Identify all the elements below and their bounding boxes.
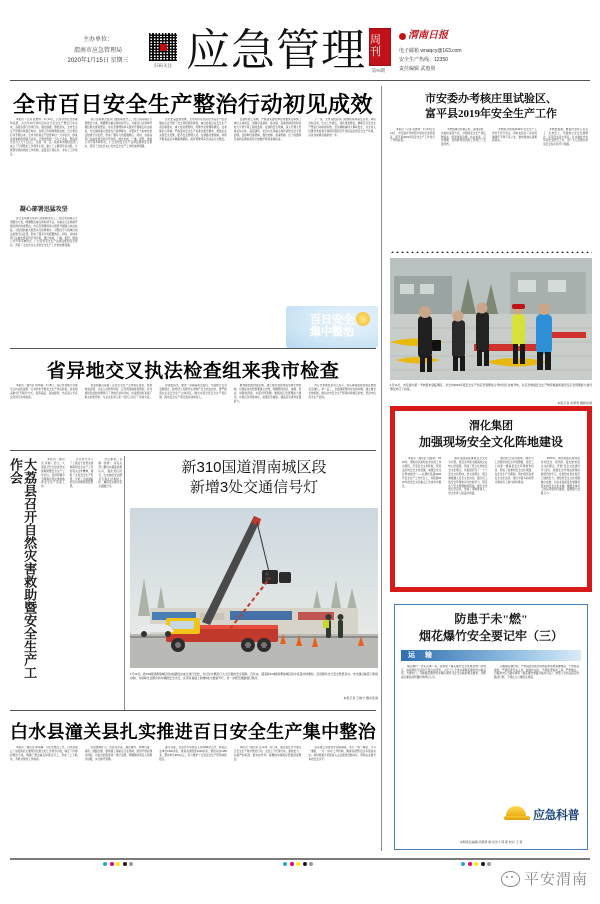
right-top-headline (390, 86, 592, 122)
side-story-divider (124, 456, 125, 710)
inspection-photo (390, 258, 592, 380)
blue-box-section-band (401, 650, 581, 661)
sun-icon (356, 312, 370, 326)
side-story (8, 458, 122, 708)
inspection-photo-illustration (390, 258, 592, 380)
sponsor-label: 主办单位： (82, 37, 113, 44)
bottom-col-1: 本报讯（通讯员 秦军鹏）为扎实整治工作，白水县成立了由县政府主要领导任组长的工作领导小组，制定了详细的整治方案，明确了整治重点和责任分工，形成了上下联动、齐抓共管的工作格局。 (10, 746, 78, 761)
qr-caption: 扫码关注 (154, 63, 172, 68)
blue-box-headline-line1: 防患于未"燃" (454, 612, 528, 626)
reg-dot-black (123, 862, 127, 866)
blue-box-article (394, 604, 588, 850)
traffic-signal-photo-illustration (130, 508, 378, 668)
brand-name: 渭南日报 (408, 30, 448, 42)
reg-dot-magenta (110, 862, 114, 866)
qr-block (146, 33, 180, 69)
wechat-icon (501, 871, 520, 887)
blue-box-col-1: 烟花爆竹（含礼花弹）等，是按照《烟花爆竹安全管理条例》的规定，由取得许可证的专营企业经营。公民个人不得从事烟花爆竹的运输活动，方便出行。运输烟花爆竹的车辆必须符合安全运输的相关要求，并配备必要的消防器材和押运人员。 (401, 664, 486, 680)
right-top-headline-line2: 富平县2019年安全生产工作 (425, 107, 557, 120)
right-top-col-2: 考核组通过听取汇报、查阅资料、实地检查等方式，对两地安全生产责任制落实、隐患排查治理、执法检查、应急管理、宣传教育培训等工作进行了全面考核。 (441, 127, 486, 147)
masthead-divider (10, 80, 590, 81)
brand-logo (399, 27, 462, 46)
lead-col-4: 在建筑施工领域，严格落实建设单位首要责任和施工单位主体责任，加强对深基坑、高支模、起重机械等危险性较大分部分项工程的监管。在消防安全领域，深入开展大型商业综合体、高层建筑、老旧小区等重点场所消防安全专项治理。在特种设备领域，强化电梯、起重机械、压力容器等设备的定期检验和日常维护保养监督检查。 (233, 118, 302, 141)
red-box-headline-line2: 加强现场安全文化阵地建设 (418, 435, 563, 450)
bottom-col-3: 截至目前，全县共出动执法人员2000余人次，检查企业单位1500余家，排查各类隐患1200余条，整改完成1150条，整改率达95%以上，有力维护了全县安全生产形势持续稳定。 (159, 746, 227, 761)
blue-box-section-label: 运 输 (408, 652, 436, 660)
campaign-badge-text (310, 315, 354, 338)
red-box-headline-line1: 渭化集团 (469, 420, 513, 432)
side-story-vertical-headline: 大荔县召开自然灾害救助暨安全生产工作会 (8, 458, 38, 679)
story-two-col-5: 市应急管理局负责人表示，将认真吸取检查组反馈的意见建议，举一反三，全面排查整改存在的问题，建立健全长效机制，推动全市安全生产形势持续稳定好转，坚决守住安全生产底线。 (308, 384, 376, 399)
bottom-story-body (10, 746, 376, 850)
bottom-col-4: 本报讯（通讯员 任军周）连日来，潼关县扎实开展百日安全生产集中整治行动，全县上下迅速行动，靠前发力，以最严的标准、最实的作风、最硬的举措抓好隐患排查整治。 (233, 746, 302, 761)
right-top-headline-line1: 市安委办考核庄里试验区、 (425, 93, 557, 105)
story-two-body (10, 384, 376, 444)
sponsor-name: 渭南市应急管理局 (73, 47, 122, 54)
brand-dot-icon (399, 33, 406, 40)
story-two-col-4: 要加强隐患排查治理，建立健全隐患排查治理长效机制，对排查出的隐患要建立台账，明确整改责任、措施、资金、时限和预案，实现闭环管理。要强化应急管理能力建设，完善应急预案体系，加强应急演练，提高突发事件处置能力。 (233, 384, 302, 403)
lead-col-1b: 各行业领域主管部门按照职责分工，结合实际制定专项整治方案，明确整治重点和时间节点，对重点行业领域开展拉网式排查整治。市应急管理局牵头组织开展联合执法检查，对发现的重大隐患实行挂牌督办，对整改不力的单位依法依规予以处罚，形成了强有力的震慑效应。同时，各地各部门注重发挥宣传引导作用，通过电视、广播、报纸、微信公众号等多种形式，广泛宣传安全生产法律法规和安全常识，营造了全社会关心支持安全生产工作的浓厚氛围。 (10, 217, 78, 248)
lead-story-headline: 全市百日安全生产整治行动初见成效 (12, 92, 373, 117)
right-top-col-1: 本报讯（记者 武惠贤）1月13日至14日，市安委办考核组分别对庄里试验区、富平县2019年度安全生产工作进行了考核检查。 (390, 127, 435, 143)
qr-code-icon[interactable] (149, 33, 177, 61)
reg-dot-yellow (474, 862, 478, 866)
story-two-col-3: 检查组指出，要进一步提高政治站位，牢固树立安全发展理念，始终把人民群众生命财产安全放在首位。要严格落实企业安全生产主体责任，健全完善全员安全生产责任制，推动安全生产责任落实到岗到人。 (159, 384, 227, 399)
masthead (0, 22, 600, 80)
bottom-col-5: 该县建立县级领导包联制度，实行一周一调度、半月一通报、一月一讲评工作机制，确保各项整治任务落到实处。同时组建专家组深入企业现场把脉问诊，帮助企业提升本质安全水平。 (308, 746, 376, 761)
reg-dot-black (481, 862, 485, 866)
lead-story-bottom-rule (10, 348, 376, 349)
weekly-badge: 周刊 (369, 28, 391, 66)
side-story-col-2: 会议传达学习了上级关于自然灾害救助和安全生产工作的有关文件精神，通报了全县安全生产形势，分析了当前面临的突出问题和风险隐患。 (69, 458, 94, 489)
red-box-col-1: 本报讯（通讯员 白国春）"2020年，渭化将以短绘自身化的工作为契机，打造安全文化阵地，营造良好的安全文化氛围，加强安全文化阵地建设"——在渭化集团2020年安全生产工作会议上，该集团2020年的安全文化重点工作被多次提及。 (402, 457, 442, 488)
story-two-headline: 省异地交叉执法检查组来我市检查 (46, 361, 340, 382)
reg-dot-gray (129, 862, 133, 866)
registration-marks-right (461, 862, 491, 866)
red-box-headline (402, 419, 580, 451)
footer-divider (10, 858, 590, 860)
photo-story-bottom-rule (10, 710, 376, 711)
photo-story-title (130, 458, 378, 499)
story-two-col-1: 本报讯（通讯员 周伟斌）1月8日，省应急管理厅异地交叉执法检查组一行来我市开展安全生产执法检查。检查组采取"四不两直"方式，直奔基层、直插现场，先后深入多家企业进行实地检查。 (10, 384, 78, 399)
red-box-col-2: 渭化集团高度重视安全文化为引领，视安全环保为最高的企业核心价值观，形成了符合自身的安全文化理念。该集团打造了一个个安全文化阵地，把文化理念、规章制度融入安全文化内容，通过员工的安全环保知识与技能学习，规范各个安全管理制度阵地，提升全员的安全意识，形成了用制度管人、用文化育人的良好局面。 (448, 457, 488, 496)
bottom-col-2: 该县聚焦矿山、危险化学品、烟花爆竹、特种设备、消防、道路交通、建筑施工等重点行业领域，组织开展拉网式排查，对查出的隐患逐一登记造册，明确整改责任人和整改时限，实行销号管理。 (84, 746, 153, 761)
red-box-col-4: 2020年，渭化集团将持续深化"抓安全、抓环保、促发展"的安全文化理念，开展"安全文化建设年"活动，加强安全环保法规和标准规范的学习，在短绘自身化短范上继续发力，把短绘安全文化氛围做出成效，为企业高质量发展提供坚实的安全文化支撑，增强全体员工的认同感和归属感，凝聚强大发展合力。 (540, 457, 580, 496)
right-top-col-3: 考核组对两地2019年安全生产工作给予充分肯定，同时也指出了存在的薄弱环节和不足之处，要求两地认真整改落实。 (492, 127, 537, 143)
main-column-divider (381, 86, 382, 851)
traffic-signal-photo-caption: 1月13日，新310国道渭南城区段3处路段完成红绿灯安装，为过往车辆及行人出行提供安全保障。近年来，随着新310国道渭南城区段车流量持续增加，沿线群众出行安全隐患突出。市交通运输部门积极协调，为保障过往群众和车辆的安全出行，在原有基础上新增3处交通信号灯，进一步规范道路通行秩序。 (130, 672, 378, 681)
right-column-dotted-divider (390, 250, 592, 253)
reg-dot-yellow (116, 862, 120, 866)
issue-credits: 本期责任编辑 武惠贤 版式设计 郭 燕 校对 王 莉 (459, 840, 523, 844)
masthead-contact-block (399, 27, 462, 74)
safety-helmet-icon (504, 805, 530, 823)
emergency-science-logo (504, 805, 579, 823)
publication-date: 2020年1月15日 星期三 (67, 58, 129, 65)
reg-dot-gray (487, 862, 491, 866)
reg-dot-cyan (103, 862, 107, 866)
campaign-badge-line2: 集中整治 (310, 326, 354, 338)
traffic-signal-photo-credit: 本报记者 王晓宁 摄并报道 (343, 696, 378, 700)
campaign-badge-line1: 百日安全 (310, 314, 354, 327)
blue-box-body (401, 665, 581, 803)
right-column (390, 86, 592, 405)
photo-story-title-line2: 新增3处交通信号灯 (189, 479, 319, 497)
traffic-signal-photo (130, 508, 378, 668)
red-box-body (402, 457, 580, 579)
inspection-photo-credit: 本报记者 武惠贤 摄影报道 (557, 400, 592, 405)
red-box-article (390, 406, 592, 592)
lead-col-1: 本报讯（记者 武惠贤）1月13日，记者从市应急管理局获悉，自去年10月我市启动百日安全生产整治行动以来，各级各部门迅速行动，强化措施，狠抓落实，全市安全生产形势持续稳定向好，各项工作取得明显成效。百日整治行动开展以来，全市共检查生产经营单位一万余家次，排查各类事故隐患两万余条，已整改隐患一万九千余条，整改率达百分之九十五以上。各县（市、区）政府和市级相关部门成立了专项整治工作领导小组，建立了主要领导亲自抓、分管领导具体抓的工作机制，层层签订责任书，夯实了工作责任。 (10, 118, 78, 157)
inspection-photo-caption: 1月14日，市安委办第一考核组来到临渭区，对全市2019年度安全生产和应急管理综合考核进行实地考核，对应急救援安全生产物资储备库建设及应急管理能力建设情况进行了检查。 (390, 382, 592, 391)
registration-marks-center (283, 862, 313, 866)
photo-story-title-line1: 新310国道渭南城区段 (181, 459, 327, 476)
red-box-col-3: 围绕纪念活动载体，渭化与工会组织的安全环保整顿，使员工上岗第一课就是安全环保教育培训，形成了浓厚的安全文化氛围。在安全生产月期间，集中组织各类安全文化活动，通过丰富多彩的形式调动员工参与的积极性。 (494, 457, 534, 484)
emergency-science-label: 应急科普 (532, 807, 579, 822)
right-top-body (390, 128, 592, 246)
reg-dot-yellow (296, 862, 300, 866)
blue-box-headline-line2: 烟花爆竹安全要记牢（三） (418, 628, 563, 643)
lead-col-5: 下一步，全市各级各部门将继续保持高压态势，紧盯目标任务，压实工作责任，深化排查整治，确保百日安全生产整治行动取得实效，坚决遏制重特大事故发生，为全市人民群众欢度春节和两会胜利召开创造良好的安全生产环境，以优异成绩迎接新的一年。 (308, 118, 376, 137)
reg-dot-magenta (468, 862, 472, 866)
bottom-story-headline: 白水县潼关县扎实推进百日安全生产集中整治 (10, 722, 376, 742)
lead-subhead: 凝心部署迅猛攻坚 (19, 207, 68, 213)
story-two-bottom-rule (10, 450, 376, 451)
side-story-col-1: 本报讯（通讯员 李娟）近日，大荔县召开全县自然灾害救助暨安全生产工作会议，安排部署今冬明春自然灾害救助和安全生产各项工作。 (41, 458, 65, 489)
wechat-account[interactable] (501, 868, 588, 889)
blue-box-col-2: 运输烟花爆竹时，严禁混装其他危险物品和易燃易爆物品，不得客货混装，严禁搭乘无关人员。装卸作业时，不得使用铁质工具，严禁烟火。运输途中应当随车携带《烟花爆竹道路运输许可证》，按照公安机关指定的路线行驶，不得在人口稠密区停留。 (494, 664, 579, 680)
lead-col-3: 在危化品监管领域，全市对所有危险化学品生产经营储存企业开展了安全风险隐患排查，重点检查企业安全生产责任制落实、重大危险源管控、特殊作业管理等情况。在非煤矿山领域，严格落实安全生产标准化建设要求，督促企业完善安全设施，配齐安全管理人员。在道路交通领域，持续开展客货运车辆超速超载、疲劳驾驶等突出违法行为整治。 (159, 118, 227, 141)
red-box-inner (394, 410, 588, 588)
contact-email: 电子邮箱 wnaqcy@163.com (399, 47, 462, 54)
reg-dot-gray (309, 862, 313, 866)
page-title: 应急管理 (186, 26, 366, 75)
contact-hotline: 安全生产热线：12350 (399, 57, 448, 64)
blue-box-headline (401, 611, 581, 645)
weekly-badge-block (366, 28, 391, 74)
reg-dot-cyan (283, 862, 287, 866)
side-story-col-3: 会议要求，各镇（街道）、各有关部门要切实提高思想认识，强化责任担当，扎实做好受灾群众冬春生活救助工作，确保受灾群众安全温暖过冬。 (98, 458, 122, 489)
wechat-account-label: 平安渭南 (523, 871, 588, 888)
masthead-sponsor-block (0, 35, 140, 67)
campaign-badge (286, 306, 378, 348)
lead-col-2: 各行业领域主管部门按照职责分工，结合实际制定专项整治方案，明确整治重点和时间节点，对重点行业领域开展拉网式排查整治。市应急管理局牵头组织开展联合执法检查，对发现的重大隐患实行挂牌督办，对整改不力的单位依法依规予以处罚，形成了强有力的震慑效应。同时，各地各部门注重发挥宣传引导作用，通过电视、广播、报纸、微信公众号等多种形式，广泛宣传安全生产法律法规和安全常识，营造了全社会关心支持安全生产工作的浓厚氛围。 (84, 118, 153, 149)
reg-dot-black (303, 862, 307, 866)
reg-dot-cyan (461, 862, 465, 866)
story-two-col-2: 检查组重点查看了企业安全生产主体责任落实、隐患排查治理、从业人员教育培训、应急预案演练等情况，并对现场发现的问题进行了详细记录和分析。检查组同时查阅了相关台账资料，与企业负责人和一线员工进行了座谈交流。 (84, 384, 153, 399)
registration-marks-left (103, 862, 133, 866)
reg-dot-magenta (290, 862, 294, 866)
responsible-editor: 责任编辑 武惠贤 (399, 66, 436, 73)
issue-number: 第96期 (371, 68, 386, 73)
right-top-col-4: 考核组强调，要始终坚持人民至上、生命至上，牢固树立安全发展理念，压紧压实各方责任，扎实做好岁末年初安全防范工作，为广大人民群众营造安全有序的节日氛围。 (543, 127, 588, 147)
